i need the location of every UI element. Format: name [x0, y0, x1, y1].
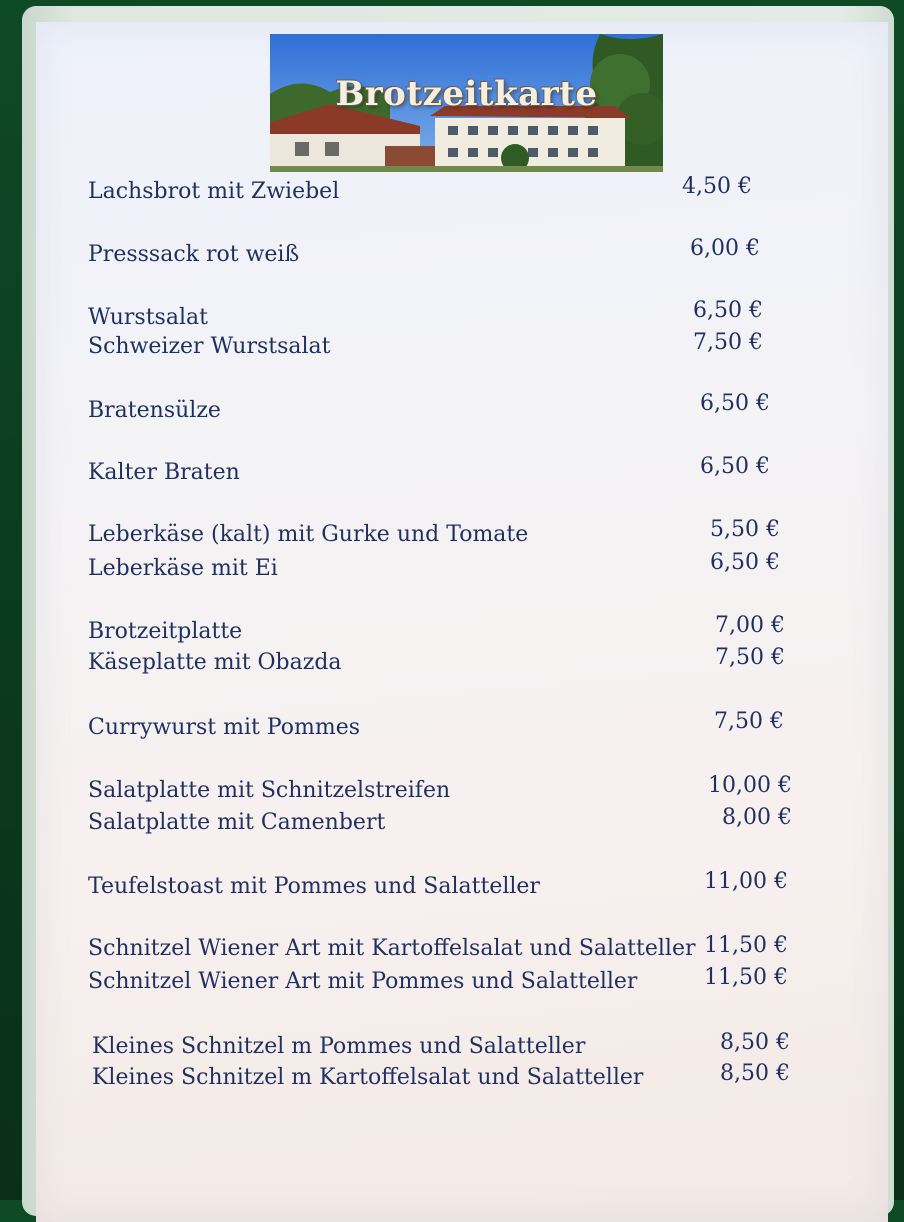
menu-item-price: 6,50 €	[700, 454, 770, 479]
menu-item-name: Bratensülze	[88, 398, 221, 423]
menu-title: Brotzeitkarte	[335, 74, 598, 114]
menu-item-price: 6,50 €	[693, 298, 763, 323]
menu-item-name: Wurstsalat	[88, 305, 208, 330]
menu-item-price: 8,00 €	[722, 805, 792, 830]
menu-item-price: 7,50 €	[714, 709, 784, 734]
menu-item-name: Schweizer Wurstsalat	[88, 334, 331, 359]
menu-item-price: 6,50 €	[700, 391, 770, 416]
menu-item-price: 6,00 €	[690, 236, 760, 261]
menu-item-name: Kleines Schnitzel m Pommes und Salatteller	[92, 1034, 586, 1059]
menu-item-name: Leberkäse (kalt) mit Gurke und Tomate	[88, 522, 529, 547]
menu-item-price: 11,50 €	[704, 933, 788, 958]
menu-item-name: Salatplatte mit Camenbert	[88, 810, 386, 835]
menu-item-price: 7,00 €	[715, 613, 785, 638]
menu-item-price: 8,50 €	[720, 1030, 790, 1055]
menu-item-price: 8,50 €	[720, 1061, 790, 1086]
menu-item-price: 6,50 €	[710, 550, 780, 575]
menu-item-price: 4,50 €	[682, 174, 752, 199]
menu-item-price: 7,50 €	[715, 645, 785, 670]
menu-item-name: Lachsbrot mit Zwiebel	[88, 179, 340, 204]
menu-item-price: 5,50 €	[710, 517, 780, 542]
menu-item-name: Currywurst mit Pommes	[88, 715, 361, 740]
menu-item-name: Leberkäse mit Ei	[88, 556, 278, 581]
menu-item-name: Kalter Braten	[88, 460, 240, 485]
menu-item-name: Brotzeitplatte	[88, 619, 243, 644]
menu-item-name: Presssack rot weiß	[88, 242, 300, 267]
menu-item-name: Teufelstoast mit Pommes und Salatteller	[88, 874, 540, 899]
menu-item-price: 11,50 €	[704, 965, 788, 990]
menu-item-name: Käseplatte mit Obazda	[88, 650, 342, 675]
menu-item-name: Salatplatte mit Schnitzelstreifen	[88, 778, 451, 803]
menu-item-name: Kleines Schnitzel m Kartoffelsalat und Salatteller	[92, 1065, 644, 1090]
menu-item-price: 11,00 €	[704, 869, 788, 894]
menu-item-price: 10,00 €	[708, 773, 792, 798]
menu-item-name: Schnitzel Wiener Art mit Pommes und Salatteller	[88, 969, 638, 994]
menu-item-price: 7,50 €	[693, 330, 763, 355]
menu-item-name: Schnitzel Wiener Art mit Kartoffelsalat und Salatteller	[88, 936, 696, 961]
